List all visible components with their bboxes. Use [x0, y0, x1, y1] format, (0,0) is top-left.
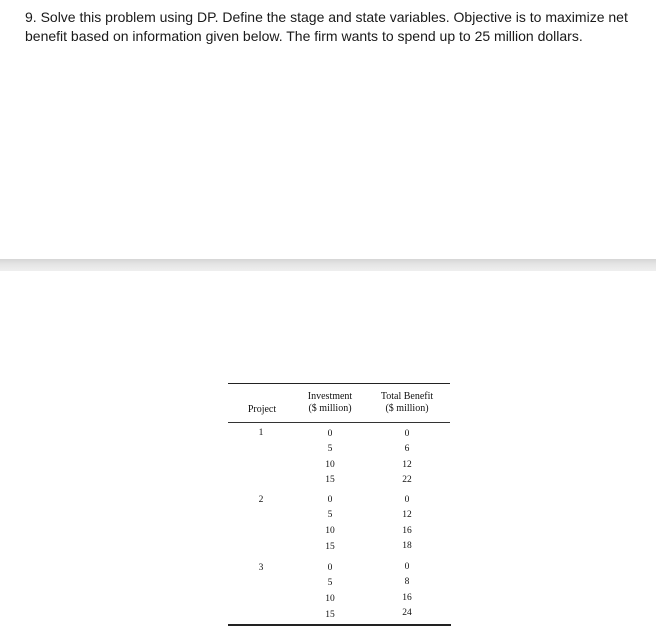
- investment-cell: 0: [327, 563, 333, 573]
- project-number: 2: [258, 495, 264, 505]
- project-number: 3: [258, 563, 264, 573]
- investment-cell: 15: [325, 610, 335, 620]
- investment-cell: 10: [325, 526, 335, 536]
- benefit-cell: 24: [402, 608, 412, 618]
- benefit-cell: 16: [402, 526, 412, 536]
- table-top-rule: [228, 383, 450, 384]
- header-benefit-line1: Total Benefit: [380, 391, 434, 402]
- project-number: 1: [258, 428, 264, 438]
- benefit-cell: 22: [402, 475, 412, 485]
- table-bottom-rule: [228, 624, 451, 626]
- investment-cell: 5: [327, 578, 333, 588]
- benefit-cell: 16: [402, 593, 412, 603]
- benefit-cell: 0: [404, 495, 410, 505]
- table-header-rule: [228, 422, 450, 423]
- header-investment-line1: Investment: [307, 391, 353, 402]
- investment-cell: 15: [325, 542, 335, 552]
- section-divider: [0, 259, 656, 271]
- benefit-cell: 0: [404, 562, 410, 572]
- header-project: [240, 404, 284, 416]
- benefit-cell: 12: [402, 510, 412, 520]
- investment-cell: 10: [325, 460, 335, 470]
- benefit-cell: 6: [404, 444, 410, 454]
- investment-cell: 15: [325, 475, 335, 485]
- header-investment: [300, 391, 360, 415]
- investment-cell: 0: [327, 429, 333, 439]
- benefit-cell: 18: [402, 541, 412, 551]
- benefit-cell: 12: [402, 460, 412, 470]
- header-benefit-line2: ($ million): [385, 403, 429, 414]
- benefit-cell: 8: [404, 577, 410, 587]
- question-text: 9. Solve this problem using DP. Define the stage and state variables. Objective is to maximize net benefit based on information given below. The firm wants to spend up to 25 million dollars.: [25, 9, 628, 44]
- investment-cell: 5: [327, 444, 333, 454]
- header-investment-line2: ($ million): [308, 403, 352, 414]
- benefit-cell: 0: [404, 429, 410, 439]
- investment-cell: 0: [327, 495, 333, 505]
- investment-benefit-table: [228, 380, 451, 626]
- investment-cell: 5: [327, 510, 333, 520]
- investment-cell: 10: [325, 594, 335, 604]
- header-project-label: Project: [247, 404, 277, 415]
- header-benefit: [376, 391, 438, 415]
